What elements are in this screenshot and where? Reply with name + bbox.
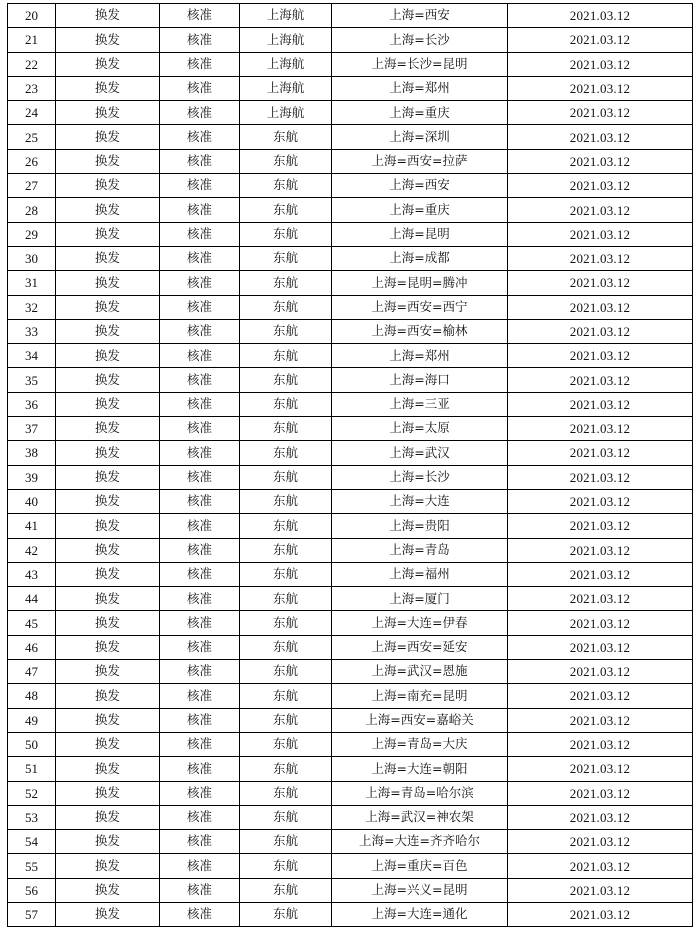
date-cell: 2021.03.12 — [508, 635, 693, 659]
airline-cell: 东航 — [240, 562, 332, 586]
status-cell: 核准 — [160, 149, 240, 173]
airline-cell: 东航 — [240, 198, 332, 222]
table-row — [8, 489, 693, 513]
row-number: 47 — [8, 660, 56, 684]
date-cell: 2021.03.12 — [508, 878, 693, 902]
action-cell: 换发 — [56, 684, 160, 708]
action-cell: 换发 — [56, 708, 160, 732]
status-cell: 核准 — [160, 28, 240, 52]
date-cell: 2021.03.12 — [508, 368, 693, 392]
airline-cell: 东航 — [240, 684, 332, 708]
action-cell: 换发 — [56, 830, 160, 854]
table-row — [8, 514, 693, 538]
route-cell: 上海=西安 — [332, 4, 508, 28]
status-cell: 核准 — [160, 76, 240, 100]
route-license-table — [7, 3, 693, 927]
action-cell: 换发 — [56, 489, 160, 513]
row-number: 23 — [8, 76, 56, 100]
date-cell: 2021.03.12 — [508, 757, 693, 781]
date-cell: 2021.03.12 — [508, 660, 693, 684]
action-cell: 换发 — [56, 246, 160, 270]
airline-cell: 东航 — [240, 708, 332, 732]
status-cell: 核准 — [160, 854, 240, 878]
route-cell: 上海=南充=昆明 — [332, 684, 508, 708]
airline-cell: 东航 — [240, 489, 332, 513]
route-cell: 上海=贵阳 — [332, 514, 508, 538]
table-row — [8, 635, 693, 659]
status-cell: 核准 — [160, 52, 240, 76]
route-cell: 上海=太原 — [332, 417, 508, 441]
route-cell: 上海=西安=拉萨 — [332, 149, 508, 173]
status-cell: 核准 — [160, 878, 240, 902]
action-cell: 换发 — [56, 854, 160, 878]
status-cell: 核准 — [160, 441, 240, 465]
action-cell: 换发 — [56, 271, 160, 295]
status-cell: 核准 — [160, 198, 240, 222]
airline-cell: 东航 — [240, 222, 332, 246]
airline-cell: 东航 — [240, 295, 332, 319]
route-cell: 上海=重庆=百色 — [332, 854, 508, 878]
airline-cell: 东航 — [240, 271, 332, 295]
airline-cell: 东航 — [240, 805, 332, 829]
airline-cell: 东航 — [240, 732, 332, 756]
action-cell: 换发 — [56, 781, 160, 805]
action-cell: 换发 — [56, 368, 160, 392]
row-number: 22 — [8, 52, 56, 76]
table-row — [8, 222, 693, 246]
airline-cell: 东航 — [240, 417, 332, 441]
date-cell: 2021.03.12 — [508, 4, 693, 28]
airline-cell: 东航 — [240, 611, 332, 635]
action-cell: 换发 — [56, 344, 160, 368]
date-cell: 2021.03.12 — [508, 732, 693, 756]
action-cell: 换发 — [56, 441, 160, 465]
row-number: 56 — [8, 878, 56, 902]
action-cell: 换发 — [56, 635, 160, 659]
route-cell: 上海=大连=齐齐哈尔 — [332, 830, 508, 854]
airline-cell: 东航 — [240, 368, 332, 392]
row-number: 39 — [8, 465, 56, 489]
row-number: 40 — [8, 489, 56, 513]
action-cell: 换发 — [56, 465, 160, 489]
status-cell: 核准 — [160, 271, 240, 295]
status-cell: 核准 — [160, 101, 240, 125]
airline-cell: 东航 — [240, 319, 332, 343]
date-cell: 2021.03.12 — [508, 538, 693, 562]
table-row — [8, 441, 693, 465]
airline-cell: 东航 — [240, 514, 332, 538]
status-cell: 核准 — [160, 246, 240, 270]
row-number: 49 — [8, 708, 56, 732]
table-row — [8, 149, 693, 173]
route-cell: 上海=青岛 — [332, 538, 508, 562]
route-cell: 上海=深圳 — [332, 125, 508, 149]
route-cell: 上海=西安=延安 — [332, 635, 508, 659]
action-cell: 换发 — [56, 4, 160, 28]
airline-cell: 上海航 — [240, 52, 332, 76]
date-cell: 2021.03.12 — [508, 271, 693, 295]
row-number: 48 — [8, 684, 56, 708]
route-cell: 上海=西安=嘉峪关 — [332, 708, 508, 732]
action-cell: 换发 — [56, 732, 160, 756]
action-cell: 换发 — [56, 52, 160, 76]
airline-cell: 上海航 — [240, 101, 332, 125]
table-row — [8, 830, 693, 854]
row-number: 26 — [8, 149, 56, 173]
row-number: 24 — [8, 101, 56, 125]
airline-cell: 东航 — [240, 174, 332, 198]
status-cell: 核准 — [160, 562, 240, 586]
table-row — [8, 368, 693, 392]
date-cell: 2021.03.12 — [508, 344, 693, 368]
status-cell: 核准 — [160, 489, 240, 513]
row-number: 33 — [8, 319, 56, 343]
date-cell: 2021.03.12 — [508, 174, 693, 198]
action-cell: 换发 — [56, 514, 160, 538]
route-cell: 上海=海口 — [332, 368, 508, 392]
table-row — [8, 246, 693, 270]
airline-cell: 东航 — [240, 830, 332, 854]
table-row — [8, 28, 693, 52]
status-cell: 核准 — [160, 805, 240, 829]
airline-cell: 东航 — [240, 344, 332, 368]
status-cell: 核准 — [160, 830, 240, 854]
table-row — [8, 295, 693, 319]
row-number: 20 — [8, 4, 56, 28]
table-row — [8, 562, 693, 586]
airline-cell: 东航 — [240, 465, 332, 489]
date-cell: 2021.03.12 — [508, 101, 693, 125]
row-number: 30 — [8, 246, 56, 270]
row-number: 28 — [8, 198, 56, 222]
status-cell: 核准 — [160, 732, 240, 756]
row-number: 52 — [8, 781, 56, 805]
action-cell: 换发 — [56, 125, 160, 149]
route-cell: 上海=西安=榆林 — [332, 319, 508, 343]
status-cell: 核准 — [160, 344, 240, 368]
action-cell: 换发 — [56, 562, 160, 586]
action-cell: 换发 — [56, 611, 160, 635]
status-cell: 核准 — [160, 392, 240, 416]
action-cell: 换发 — [56, 902, 160, 926]
action-cell: 换发 — [56, 174, 160, 198]
status-cell: 核准 — [160, 319, 240, 343]
action-cell: 换发 — [56, 149, 160, 173]
route-cell: 上海=大连 — [332, 489, 508, 513]
date-cell: 2021.03.12 — [508, 295, 693, 319]
date-cell: 2021.03.12 — [508, 149, 693, 173]
table-row — [8, 392, 693, 416]
status-cell: 核准 — [160, 902, 240, 926]
route-cell: 上海=兴义=昆明 — [332, 878, 508, 902]
route-cell: 上海=昆明 — [332, 222, 508, 246]
status-cell: 核准 — [160, 708, 240, 732]
action-cell: 换发 — [56, 295, 160, 319]
date-cell: 2021.03.12 — [508, 441, 693, 465]
table-row — [8, 538, 693, 562]
status-cell: 核准 — [160, 222, 240, 246]
action-cell: 换发 — [56, 28, 160, 52]
date-cell: 2021.03.12 — [508, 52, 693, 76]
table-row — [8, 52, 693, 76]
row-number: 27 — [8, 174, 56, 198]
table-row — [8, 344, 693, 368]
action-cell: 换发 — [56, 222, 160, 246]
table-row — [8, 611, 693, 635]
airline-cell: 东航 — [240, 125, 332, 149]
date-cell: 2021.03.12 — [508, 854, 693, 878]
date-cell: 2021.03.12 — [508, 781, 693, 805]
row-number: 36 — [8, 392, 56, 416]
row-number: 46 — [8, 635, 56, 659]
route-cell: 上海=重庆 — [332, 101, 508, 125]
airline-cell: 上海航 — [240, 28, 332, 52]
date-cell: 2021.03.12 — [508, 465, 693, 489]
table-row — [8, 660, 693, 684]
date-cell: 2021.03.12 — [508, 222, 693, 246]
table-row — [8, 125, 693, 149]
status-cell: 核准 — [160, 660, 240, 684]
date-cell: 2021.03.12 — [508, 805, 693, 829]
date-cell: 2021.03.12 — [508, 562, 693, 586]
route-cell: 上海=青岛=大庆 — [332, 732, 508, 756]
date-cell: 2021.03.12 — [508, 489, 693, 513]
action-cell: 换发 — [56, 805, 160, 829]
date-cell: 2021.03.12 — [508, 198, 693, 222]
date-cell: 2021.03.12 — [508, 246, 693, 270]
table-row — [8, 465, 693, 489]
action-cell: 换发 — [56, 392, 160, 416]
airline-cell: 东航 — [240, 781, 332, 805]
date-cell: 2021.03.12 — [508, 902, 693, 926]
airline-cell: 东航 — [240, 902, 332, 926]
action-cell: 换发 — [56, 878, 160, 902]
row-number: 41 — [8, 514, 56, 538]
route-cell: 上海=重庆 — [332, 198, 508, 222]
airline-cell: 上海航 — [240, 4, 332, 28]
airline-cell: 东航 — [240, 538, 332, 562]
airline-cell: 东航 — [240, 441, 332, 465]
row-number: 51 — [8, 757, 56, 781]
status-cell: 核准 — [160, 125, 240, 149]
status-cell: 核准 — [160, 295, 240, 319]
airline-cell: 东航 — [240, 854, 332, 878]
row-number: 55 — [8, 854, 56, 878]
action-cell: 换发 — [56, 417, 160, 441]
date-cell: 2021.03.12 — [508, 125, 693, 149]
date-cell: 2021.03.12 — [508, 319, 693, 343]
date-cell: 2021.03.12 — [508, 76, 693, 100]
route-cell: 上海=大连=通化 — [332, 902, 508, 926]
table-row — [8, 4, 693, 28]
date-cell: 2021.03.12 — [508, 587, 693, 611]
row-number: 50 — [8, 732, 56, 756]
route-cell: 上海=西安=西宁 — [332, 295, 508, 319]
action-cell: 换发 — [56, 538, 160, 562]
date-cell: 2021.03.12 — [508, 708, 693, 732]
status-cell: 核准 — [160, 635, 240, 659]
route-cell: 上海=三亚 — [332, 392, 508, 416]
row-number: 54 — [8, 830, 56, 854]
table-row — [8, 101, 693, 125]
row-number: 35 — [8, 368, 56, 392]
row-number: 44 — [8, 587, 56, 611]
route-cell: 上海=厦门 — [332, 587, 508, 611]
status-cell: 核准 — [160, 611, 240, 635]
table-row — [8, 878, 693, 902]
row-number: 43 — [8, 562, 56, 586]
table-row — [8, 684, 693, 708]
action-cell: 换发 — [56, 660, 160, 684]
route-cell: 上海=福州 — [332, 562, 508, 586]
route-cell: 上海=武汉=恩施 — [332, 660, 508, 684]
date-cell: 2021.03.12 — [508, 417, 693, 441]
row-number: 21 — [8, 28, 56, 52]
route-cell: 上海=成都 — [332, 246, 508, 270]
route-cell: 上海=昆明=腾冲 — [332, 271, 508, 295]
route-cell: 上海=长沙 — [332, 465, 508, 489]
status-cell: 核准 — [160, 757, 240, 781]
airline-cell: 东航 — [240, 587, 332, 611]
row-number: 25 — [8, 125, 56, 149]
date-cell: 2021.03.12 — [508, 611, 693, 635]
row-number: 37 — [8, 417, 56, 441]
date-cell: 2021.03.12 — [508, 514, 693, 538]
table-row — [8, 174, 693, 198]
airline-cell: 东航 — [240, 757, 332, 781]
status-cell: 核准 — [160, 514, 240, 538]
row-number: 38 — [8, 441, 56, 465]
route-cell: 上海=武汉 — [332, 441, 508, 465]
row-number: 45 — [8, 611, 56, 635]
route-cell: 上海=郑州 — [332, 344, 508, 368]
action-cell: 换发 — [56, 319, 160, 343]
status-cell: 核准 — [160, 174, 240, 198]
status-cell: 核准 — [160, 587, 240, 611]
airline-cell: 东航 — [240, 878, 332, 902]
airline-cell: 东航 — [240, 149, 332, 173]
route-cell: 上海=长沙 — [332, 28, 508, 52]
table-row — [8, 902, 693, 926]
route-cell: 上海=大连=伊春 — [332, 611, 508, 635]
row-number: 42 — [8, 538, 56, 562]
action-cell: 换发 — [56, 76, 160, 100]
date-cell: 2021.03.12 — [508, 830, 693, 854]
row-number: 53 — [8, 805, 56, 829]
action-cell: 换发 — [56, 198, 160, 222]
status-cell: 核准 — [160, 684, 240, 708]
status-cell: 核准 — [160, 465, 240, 489]
table-row — [8, 757, 693, 781]
table-row — [8, 587, 693, 611]
airline-cell: 东航 — [240, 635, 332, 659]
row-number: 57 — [8, 902, 56, 926]
status-cell: 核准 — [160, 781, 240, 805]
status-cell: 核准 — [160, 368, 240, 392]
table-row — [8, 198, 693, 222]
table-row — [8, 417, 693, 441]
airline-cell: 东航 — [240, 246, 332, 270]
airline-cell: 上海航 — [240, 76, 332, 100]
date-cell: 2021.03.12 — [508, 392, 693, 416]
table-row — [8, 708, 693, 732]
table-row — [8, 76, 693, 100]
date-cell: 2021.03.12 — [508, 684, 693, 708]
date-cell: 2021.03.12 — [508, 28, 693, 52]
status-cell: 核准 — [160, 417, 240, 441]
action-cell: 换发 — [56, 587, 160, 611]
route-cell: 上海=郑州 — [332, 76, 508, 100]
route-cell: 上海=长沙=昆明 — [332, 52, 508, 76]
row-number: 31 — [8, 271, 56, 295]
row-number: 32 — [8, 295, 56, 319]
table-body — [8, 4, 693, 927]
airline-cell: 东航 — [240, 660, 332, 684]
table-row — [8, 319, 693, 343]
route-cell: 上海=青岛=哈尔滨 — [332, 781, 508, 805]
table-row — [8, 781, 693, 805]
status-cell: 核准 — [160, 538, 240, 562]
document-page — [7, 3, 692, 927]
airline-cell: 东航 — [240, 392, 332, 416]
route-cell: 上海=大连=朝阳 — [332, 757, 508, 781]
route-cell: 上海=武汉=神农架 — [332, 805, 508, 829]
table-row — [8, 732, 693, 756]
table-row — [8, 854, 693, 878]
route-cell: 上海=西安 — [332, 174, 508, 198]
action-cell: 换发 — [56, 101, 160, 125]
table-row — [8, 805, 693, 829]
action-cell: 换发 — [56, 757, 160, 781]
row-number: 29 — [8, 222, 56, 246]
status-cell: 核准 — [160, 4, 240, 28]
row-number: 34 — [8, 344, 56, 368]
table-row — [8, 271, 693, 295]
